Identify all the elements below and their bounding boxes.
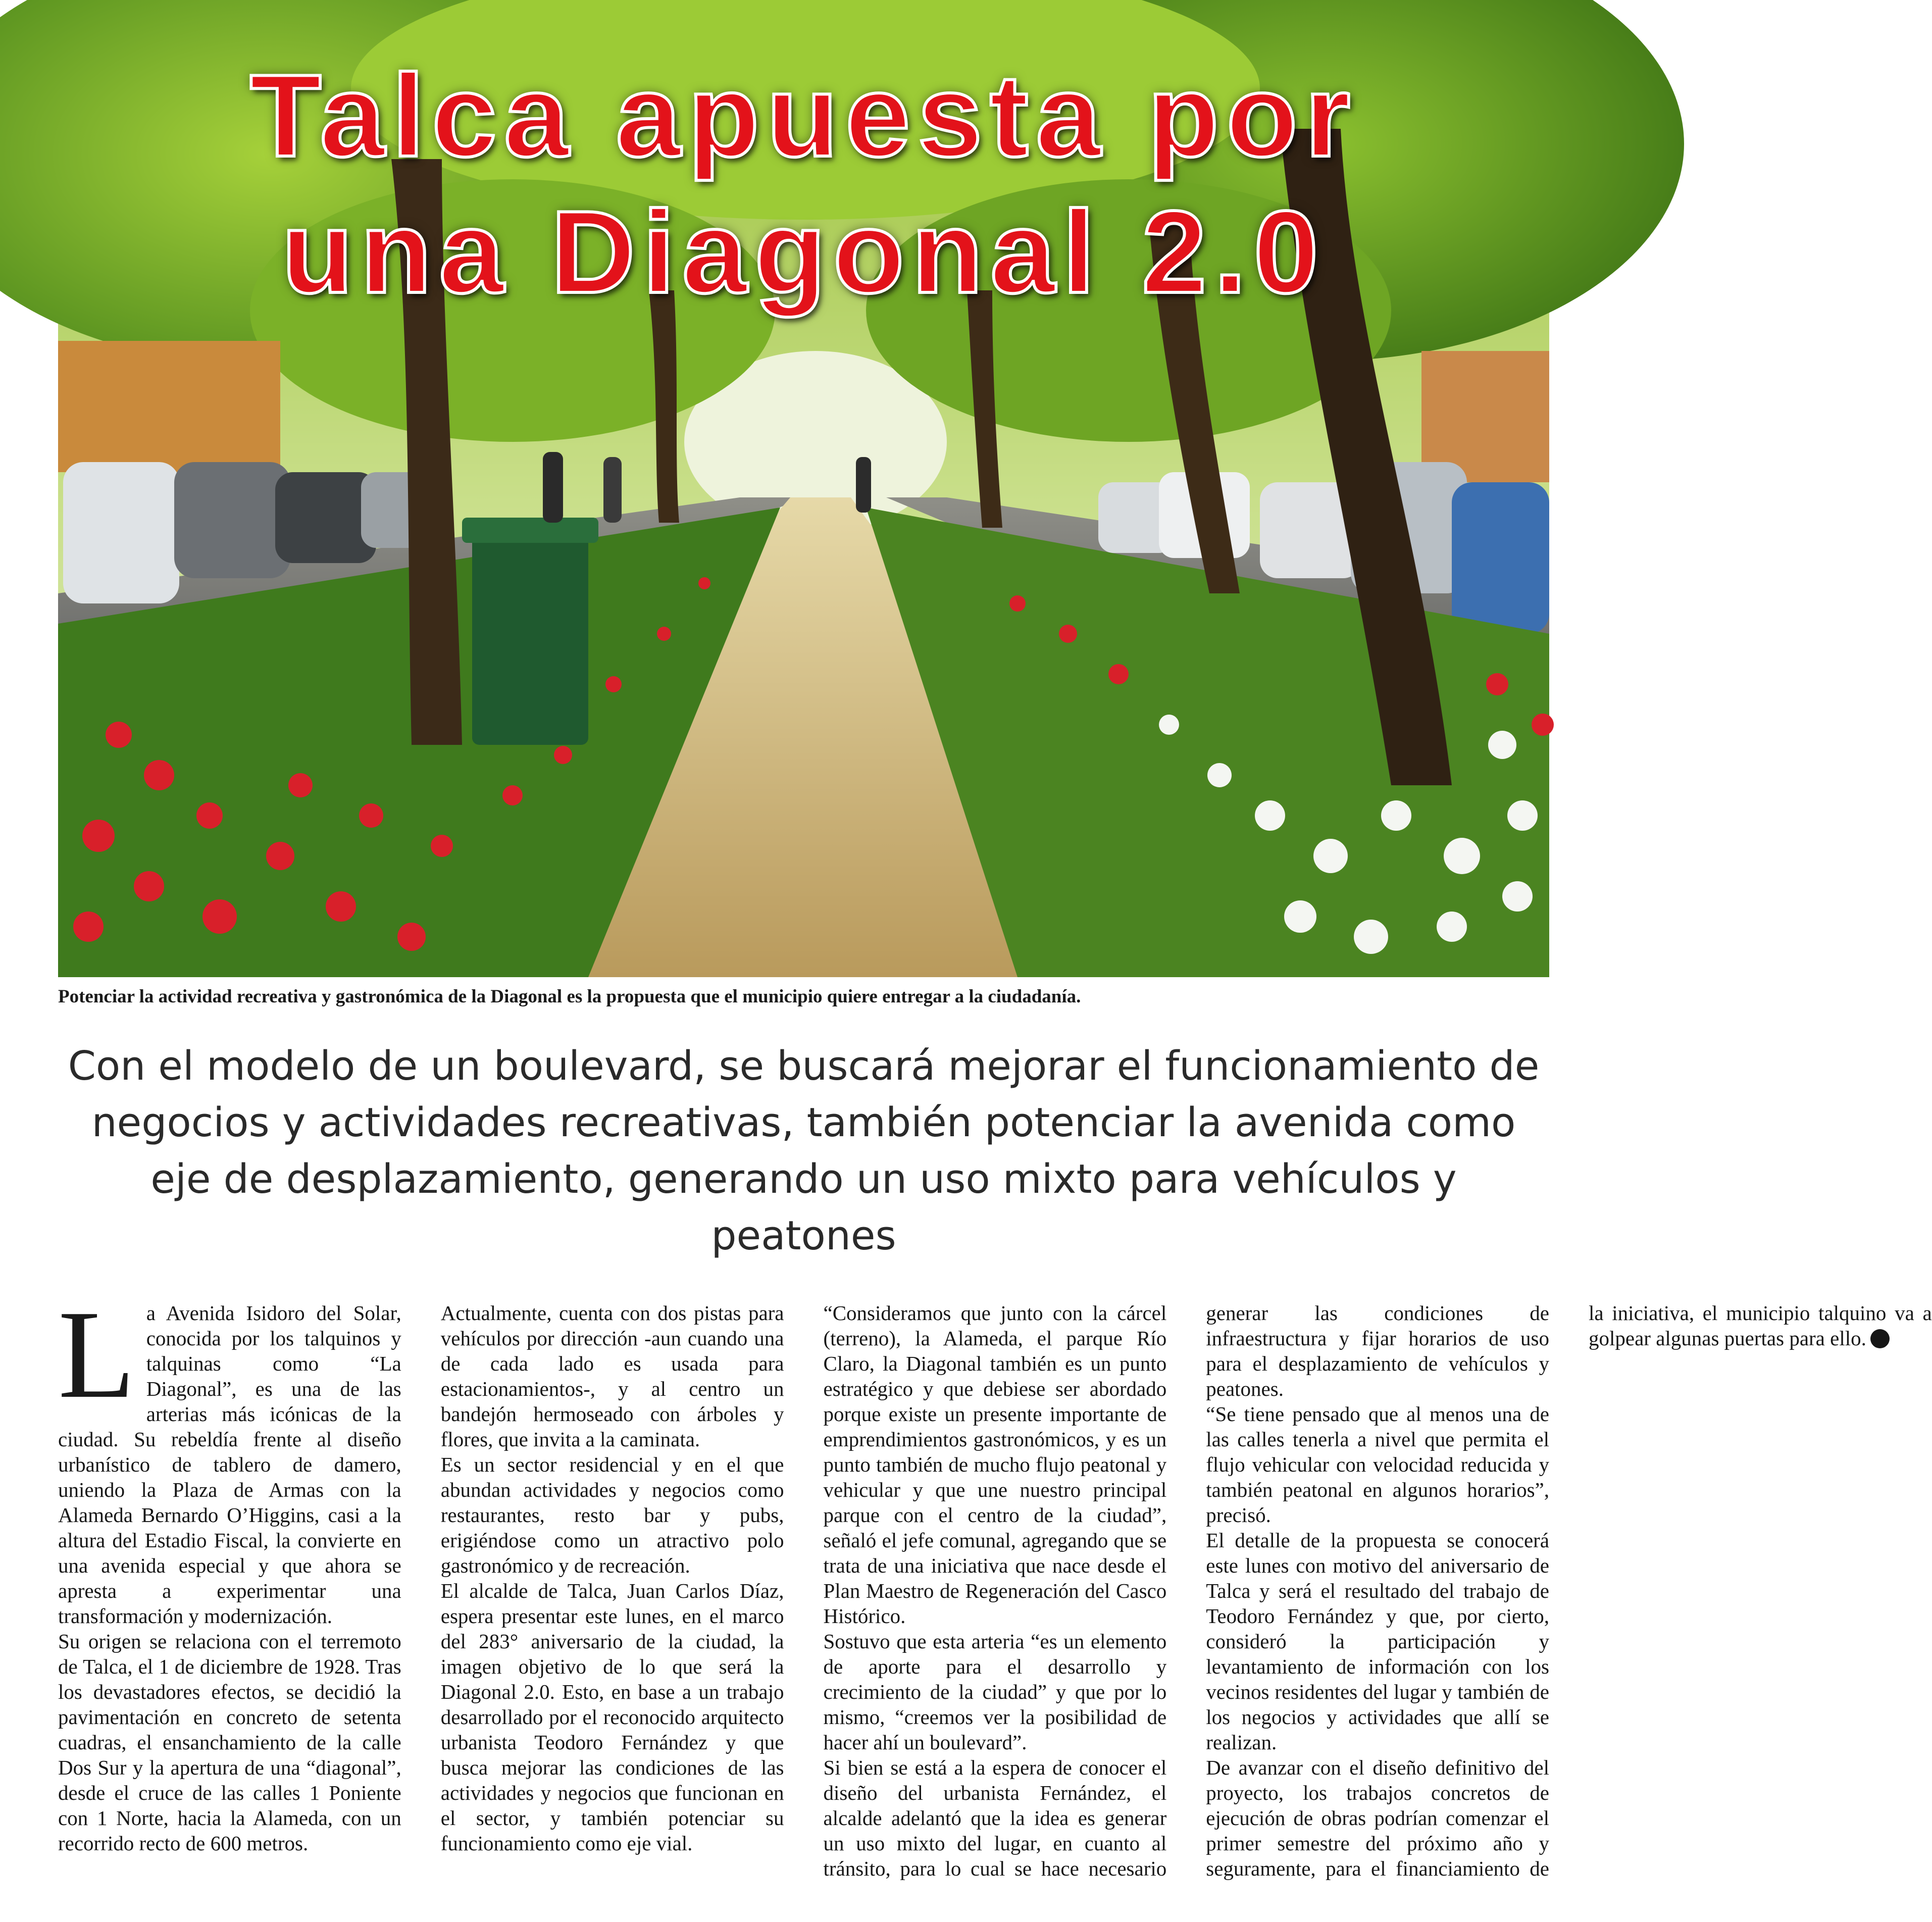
body-paragraph-4: Es un sector residencial y en el que abundan actividades y negocios como restaurantes, resto bar y pubs, erigiéndose como un atractivo polo gastronómico y de recreación. (440, 1453, 784, 1577)
body-paragraph-10: El detalle de la propuesta se conocerá este lunes con motivo del aniversario de Talca y será el resultado del trabajo de Teodoro Fernández y que, por cierto, consideró la participación y levantamiento de información con los vecinos residentes del lugar y también de los negocios y actividades que allí se realizan. (1206, 1529, 1549, 1754)
body-paragraph-8: Si bien se está a la espera de conocer el diseño del urbanista Fernández, el alcalde adelantó que la idea es generar un uso mixto del lugar, en cuanto al tránsito, para lo cual se hace necesario generar las condiciones de infraestructura y fijar horarios de uso para el desplazamiento de vehículos y peatones. (823, 1301, 1549, 1880)
body-paragraph-9: “Se tiene pensado que al menos una de las calles tenerla a nivel que permita el flujo vehicular con velocidad reducida y también peatonal en algunos horarios”, precisó. (1206, 1402, 1549, 1527)
body-paragraph-5: El alcalde de Talca, Juan Carlos Díaz, espera presentar este lunes, en el marco del 283° aniversario de la ciudad, la imagen objetivo de lo que será la Diagonal 2.0. Esto, en base a un trabajo desarrollado por el reconocido arquitecto urbanista Teodoro Fernández y que busca mejorar las condiciones de las actividades y negocios que funcionan en el sector, y también potenciar su funcionamiento como eje vial. (440, 1579, 784, 1855)
paragraph-text: De avanzar con el diseño definitivo del proyecto, los trabajos concretos de ejecución de obras podrían comenzar el primer semestre del próximo año y seguramente, para el financiamiento de la iniciativa, el municipio talquino va a golpear algunas puertas para ello. (1206, 1301, 1932, 1880)
photo-caption: Potenciar la actividad recreativa y gastronómica de la Diagonal es la propuesta que el municipio quiere entregar a la ciudadanía. (58, 986, 1081, 1007)
article-photo (58, 28, 1549, 977)
body-paragraph-2: Su origen se relaciona con el terremoto de Talca, el 1 de diciembre de 1928. Tras los devastadores efectos, se decidió la pavimentación en concreto de setenta cuadras, el ensanchamiento de la calle Dos Sur y la apertura de una “diagonal”, desde el cruce de las calles 1 Poniente con 1 Norte, hacia la Alameda, con un recorrido recto de 600 metros. (58, 1630, 401, 1855)
lead-paragraph: Con el modelo de un boulevard, se buscará mejorar el funcionamiento de negocios y actividades recreativas, también potenciar la avenida como eje de desplazamiento, generando un uso mixto para vehículos y peatones (68, 1043, 1540, 1259)
end-mark-icon (1870, 1329, 1890, 1348)
headline-line-1: Talca apuesta por (249, 50, 1358, 181)
article-body (58, 1285, 1932, 1896)
headline-line-2: una Diagonal 2.0 (281, 187, 1326, 318)
paragraph-text: a Avenida Isidoro del Solar, conocida por los talquinos y talquinas como “La Diagonal”, es una de las arterias más icónicas de la ciudad. Su rebeldía frente al diseño urbanístico de tablero de damero, uniendo la Plaza de Armas con la Alameda Bernardo O’Higgins, casi a la altura del Estadio Fiscal, la convierte en una avenida especial y que ahora se apresta a experimentar una transformación y modernización. (58, 1301, 401, 1628)
drop-cap: L (58, 1285, 135, 1425)
body-paragraph-7: Sostuvo que esta arteria “es un elemento de aporte para el desarrollo y crecimiento de la ciudad” y que por lo mismo, “creemos ver la posibilidad de hacer ahí un boulevard”. (823, 1630, 1167, 1754)
body-paragraph-3: Actualmente, cuenta con dos pistas para vehículos por dirección -aun cuando una de cada lado es usada para estacionamientos-, y al centro un bandejón hermoseado con árboles y flores, que invita a la caminata. (440, 1301, 784, 1451)
headline (58, 48, 1549, 321)
body-paragraph-6: “Consideramos que junto con la cárcel (terreno), la Alameda, el parque Río Claro, la Diagonal también es un punto estratégico y que debiese ser abordado porque existe un presente importante de emprendimientos gastronómicos, y es un punto también de mucho flujo peatonal y vehicular y que une nuestro principal parque con el centro de la ciudad”, señaló el jefe comunal, agregando que se trata de una iniciativa que nace desde el Plan Maestro de Regeneración del Casco Histórico. (823, 1301, 1167, 1628)
body-paragraph-1 (58, 1285, 401, 1629)
